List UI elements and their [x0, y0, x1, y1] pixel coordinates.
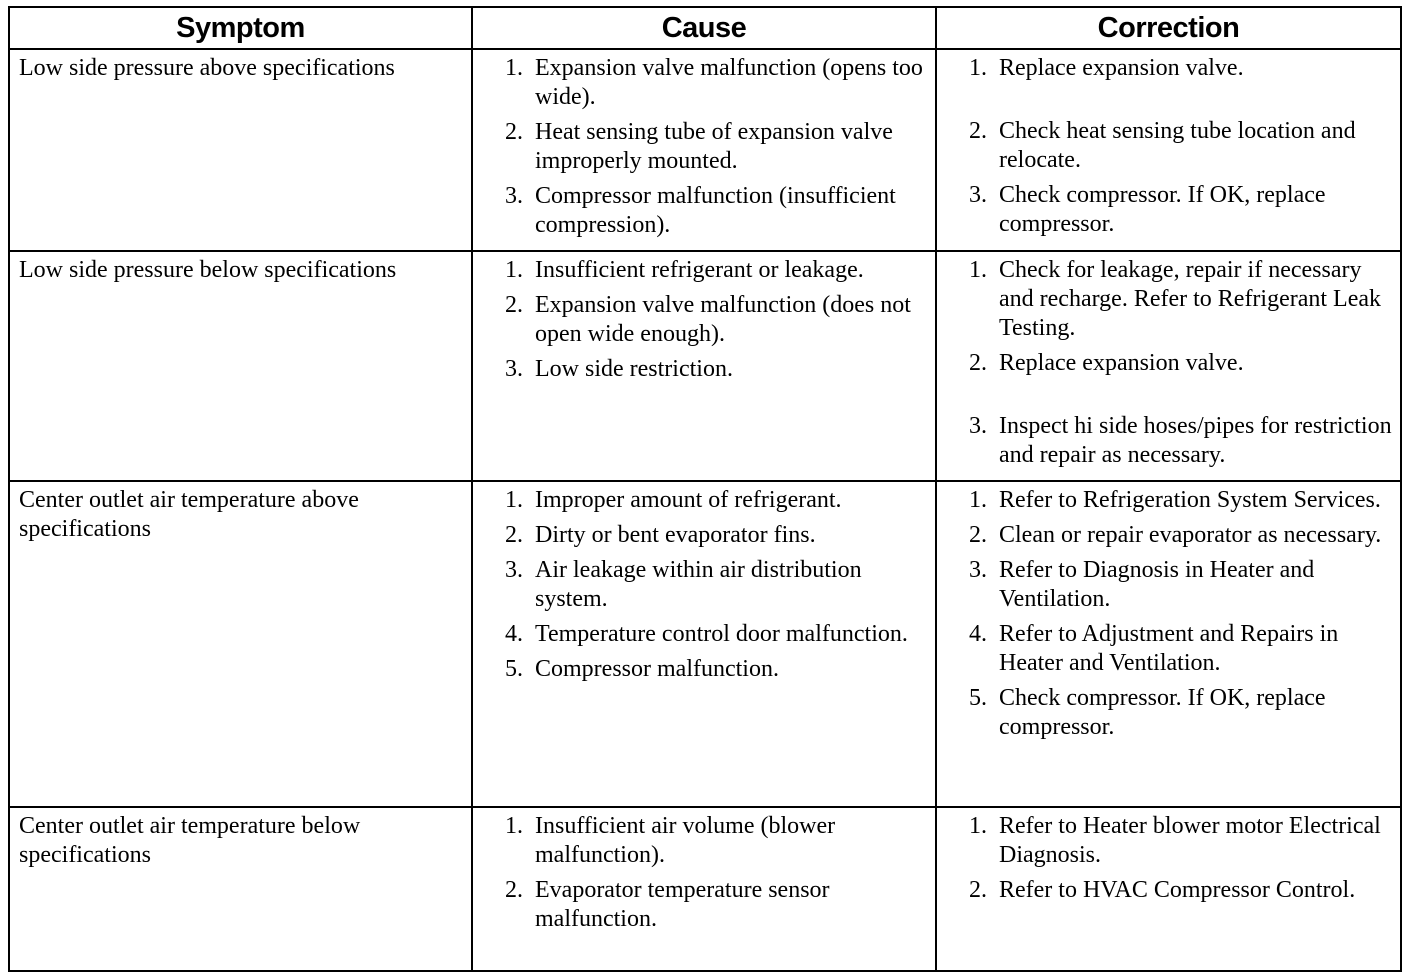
list-item: 2. Dirty or bent evaporator fins. — [505, 522, 816, 548]
list-item: 2. Replace expansion valve. — [969, 350, 1244, 376]
list-item: 5. Check compressor. If OK, replace compressor. — [969, 685, 1326, 740]
cause-list — [481, 54, 929, 240]
cause-list — [481, 486, 929, 684]
list-item: 1. Check for leakage, repair if necessary and recharge. Refer to Refrigerant Leak Testing. — [969, 257, 1382, 341]
table-row — [9, 49, 1401, 251]
diagnosis-table — [8, 6, 1402, 972]
cause-cell — [472, 251, 936, 481]
cause-cell — [472, 807, 936, 971]
list-item: 3. Inspect hi side hoses/pipes for restriction and repair as necessary. — [969, 413, 1392, 468]
list-item: 3. Refer to Diagnosis in Heater and Ventilation. — [969, 557, 1315, 612]
cause-list — [481, 812, 929, 934]
list-item: 2. Heat sensing tube of expansion valve improperly mounted. — [505, 119, 893, 174]
list-item: 1. Improper amount of refrigerant. — [505, 487, 842, 513]
list-item: 3. Compressor malfunction (insufficient compression). — [505, 183, 896, 238]
symptom-cell: Center outlet air temperature above specifications — [9, 481, 472, 807]
list-item: 3. Low side restriction. — [505, 356, 733, 382]
list-item: 3. Check compressor. If OK, replace compressor. — [969, 182, 1326, 237]
table-row — [9, 251, 1401, 481]
list-item: 1. Replace expansion valve. — [969, 55, 1244, 81]
list-item: 4. Temperature control door malfunction. — [505, 621, 908, 647]
correction-cell — [936, 49, 1401, 251]
list-item: 1. Expansion valve malfunction (opens too wide). — [505, 55, 923, 110]
list-item: 1. Refer to Heater blower motor Electrical Diagnosis. — [969, 813, 1381, 868]
correction-list — [945, 256, 1394, 470]
table-row — [9, 481, 1401, 807]
symptom-cell: Low side pressure above specifications — [9, 49, 472, 251]
correction-cell — [936, 481, 1401, 807]
table-row — [9, 807, 1401, 971]
correction-list — [945, 486, 1394, 742]
cause-list — [481, 256, 929, 384]
list-item: 2. Clean or repair evaporator as necessary. — [969, 522, 1382, 548]
list-item: 2. Refer to HVAC Compressor Control. — [969, 877, 1356, 903]
list-item: 4. Refer to Adjustment and Repairs in Heater and Ventilation. — [969, 621, 1339, 676]
list-item: 1. Refer to Refrigeration System Services. — [969, 487, 1381, 513]
list-item: 5. Compressor malfunction. — [505, 656, 779, 682]
cause-cell — [472, 49, 936, 251]
header-cause: Cause — [472, 7, 936, 49]
header-symptom: Symptom — [9, 7, 472, 49]
correction-list — [945, 812, 1394, 905]
symptom-cell: Center outlet air temperature below specifications — [9, 807, 472, 971]
correction-cell — [936, 807, 1401, 971]
symptom-cell: Low side pressure below specifications — [9, 251, 472, 481]
correction-cell — [936, 251, 1401, 481]
correction-list — [945, 54, 1394, 239]
list-item: 2. Evaporator temperature sensor malfunction. — [505, 877, 830, 932]
cause-cell — [472, 481, 936, 807]
list-item: 2. Check heat sensing tube location and relocate. — [969, 118, 1356, 173]
list-item: 3. Air leakage within air distribution system. — [505, 557, 862, 612]
list-item: 2. Expansion valve malfunction (does not open wide enough). — [505, 292, 911, 347]
header-row — [9, 7, 1401, 49]
list-item: 1. Insufficient air volume (blower malfunction). — [505, 813, 836, 868]
header-correction: Correction — [936, 7, 1401, 49]
list-item: 1. Insufficient refrigerant or leakage. — [505, 257, 864, 283]
